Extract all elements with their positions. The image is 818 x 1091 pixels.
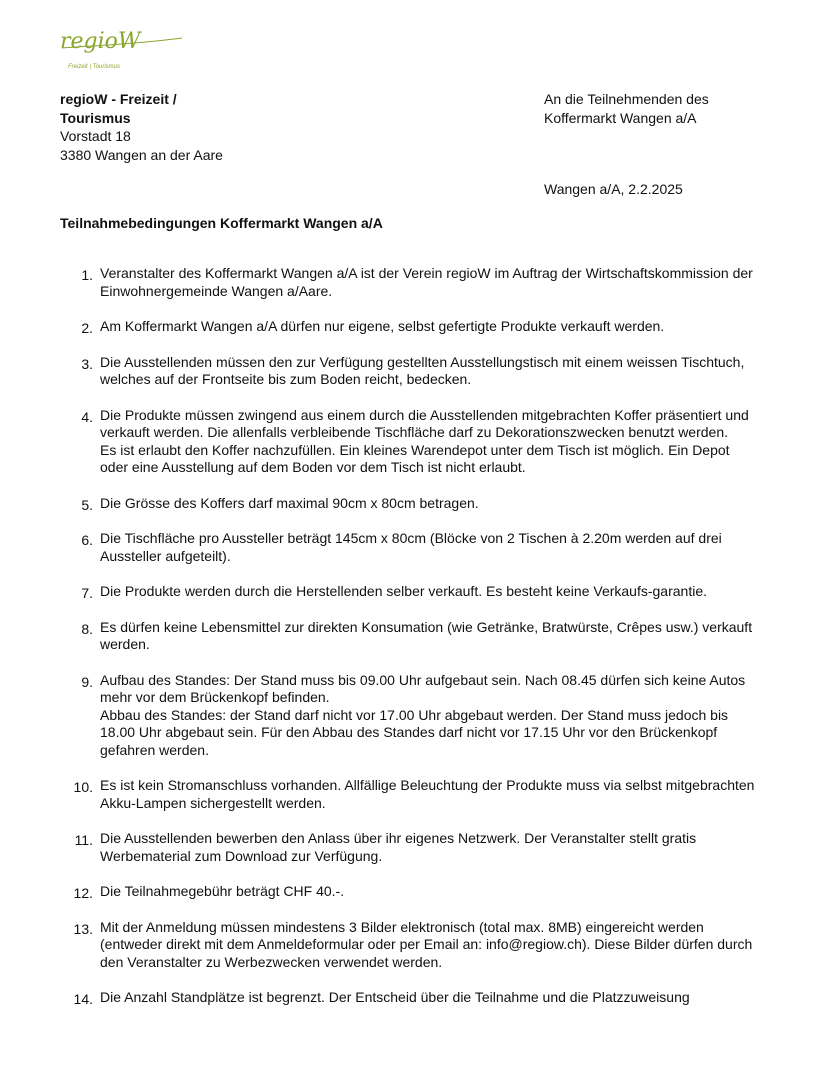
condition-item	[60, 989, 760, 1007]
condition-item	[60, 318, 760, 336]
condition-text: Veranstalter des Koffermarkt Wangen a/A ist der Verein regioW im Auftrag der Wirtschaftskommission der Einwohnergemeinde Wangen a/Aare.	[100, 265, 753, 299]
condition-text: Am Koffermarkt Wangen a/A dürfen nur eigene, selbst gefertigte Produkte verkauft werden.	[100, 318, 665, 334]
condition-item	[60, 672, 760, 760]
condition-text: Mit der Anmeldung müssen mindestens 3 Bilder elektronisch (total max. 8MB) eingereicht werden (entweder direkt mit dem Anmeldeformular oder per Email an: info@regiow.ch). Diese Bilder dürfen durch den Veranstalter zu Werbezwecken verwendet werden.	[100, 918, 753, 970]
condition-number: 11.	[74, 832, 93, 848]
condition-number: 4.	[81, 408, 93, 425]
regiow-logo-graphic	[58, 22, 188, 78]
condition-item	[60, 354, 760, 389]
condition-number: 8.	[81, 620, 93, 637]
logo-text: regioW	[60, 29, 141, 54]
sender-city: 3380 Wangen an der Aare	[60, 146, 223, 163]
condition-item	[60, 495, 760, 513]
condition-text: Die Ausstellenden bewerben den Anlass über ihr eigenes Netzwerk. Der Veranstalter stellt gratis Werbematerial zum Download zur Verfügung.	[100, 830, 697, 864]
condition-item	[60, 407, 760, 477]
condition-item	[60, 265, 760, 300]
condition-number: 2.	[81, 320, 93, 336]
condition-item	[60, 583, 760, 601]
condition-item	[60, 777, 760, 812]
logo-tagline: Freizeit | Tourismus	[68, 64, 121, 70]
recipient-address: An die Teilnehmenden des Koffermarkt Wangen a/A	[544, 91, 709, 126]
condition-number: 9.	[81, 673, 93, 690]
condition-text: Die Teilnahmegebühr beträgt CHF 40.-.	[100, 883, 345, 899]
condition-text: Die Anzahl Standplätze ist begrenzt. Der Entscheid über die Teilnahme und die Platzzuweisung	[100, 989, 690, 1005]
letter-date: Wangen a/A, 2.2.2025	[544, 181, 683, 197]
condition-text: Die Tischfläche pro Aussteller beträgt 145cm x 80cm (Blöcke von 2 Tischen à 2.20m werden auf drei Aussteller aufgeteilt).	[100, 530, 722, 564]
condition-item	[60, 883, 760, 901]
condition-text: Es dürfen keine Lebensmittel zur direkten Konsumation (wie Getränke, Bratwürste, Crêpes usw.) verkauft werden.	[100, 618, 753, 652]
condition-text: Die Produkte müssen zwingend aus einem durch die Ausstellenden mitgebrachten Koffer präsentiert und verkauft werden. Die allenfalls verbleibende Tischfläche darf zu Dekorationszwecken benutzt werden. Es ist erlaubt den Koffer nachzufüllen. Ein kleines Warendepot unter dem Tisch ist möglich. Ein Depot oder eine Ausstellung auf dem Boden vor dem Tisch ist nicht erlaubt.	[100, 406, 749, 475]
sender-name: regioW - Freizeit / Tourismus	[60, 91, 177, 126]
condition-number: 3.	[81, 355, 93, 372]
condition-text: Die Ausstellenden müssen den zur Verfügung gestellten Ausstellungstisch mit einem weissen Tischtuch, welches auf der Frontseite bis zum Boden reicht, bedecken.	[100, 353, 745, 387]
regiow-logo	[58, 22, 188, 78]
condition-number: 14.	[73, 991, 93, 1007]
condition-number: 6.	[81, 532, 93, 548]
condition-number: 5.	[81, 496, 93, 513]
condition-text: Die Grösse des Koffers darf maximal 90cm x 80cm betragen.	[100, 494, 479, 511]
condition-number: 7.	[81, 585, 93, 601]
condition-text: Es ist kein Stromanschluss vorhanden. Allfällige Beleuchtung der Produkte muss via selbst mitgebrachten Akku-Lampen sichergestellt werden.	[100, 777, 755, 811]
condition-number: 1.	[81, 267, 93, 283]
condition-number: 10.	[73, 779, 93, 795]
condition-item	[60, 830, 760, 865]
sender-address	[60, 90, 240, 164]
document-title: Teilnahmebedingungen Koffermarkt Wangen a/A	[60, 215, 383, 231]
condition-text: Die Produkte werden durch die Herstellenden selber verkauft. Es besteht keine Verkaufs-garantie.	[100, 583, 708, 599]
condition-number: 13.	[73, 920, 93, 937]
conditions-list	[60, 265, 760, 1025]
condition-number: 12.	[73, 885, 93, 901]
condition-item	[60, 619, 760, 654]
condition-item	[60, 530, 760, 565]
condition-text: Aufbau des Standes: Der Stand muss bis 09.00 Uhr aufgebaut sein. Nach 08.45 dürfen sich keine Autos mehr vor dem Brückenkopf befinden. Abbau des Standes: der Stand darf nicht vor 17.00 Uhr abgebaut werden. Der Stand muss jedoch bis 18.00 Uhr abgebaut sein. Für den Abbau des Standes darf nicht vor 17.15 Uhr vor den Brückenkopf gefahren werden.	[100, 671, 746, 758]
sender-street: Vorstadt 18	[60, 128, 131, 144]
condition-item	[60, 919, 760, 972]
